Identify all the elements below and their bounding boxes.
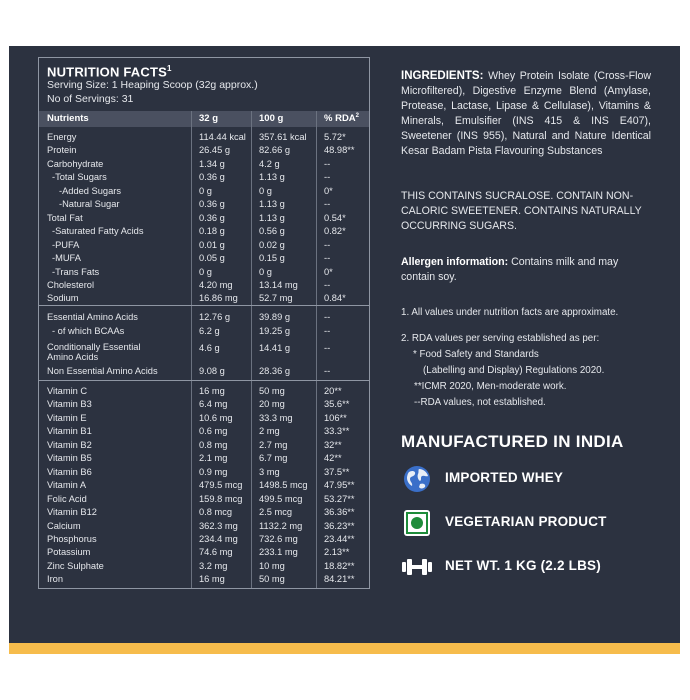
value-rda: --	[324, 239, 331, 250]
nutrient-name: Vitamin B12	[47, 507, 97, 518]
globe-icon	[401, 464, 433, 494]
note-2: 2. RDA values per serving established as per:	[401, 333, 600, 344]
value-100g: 732.6 mg	[259, 533, 298, 544]
allergen-label: Allergen information:	[401, 256, 509, 268]
nutrient-name: Vitamin B3	[47, 399, 92, 410]
value-rda: --	[324, 312, 331, 322]
value-rda: 0.54*	[324, 212, 346, 223]
nutrient-name: Vitamin B5	[47, 453, 92, 464]
value-rda: 32**	[324, 439, 342, 450]
note-2a: * Food Safety and Standards	[413, 349, 539, 360]
header-nutrients: Nutrients	[47, 113, 89, 124]
value-100g: 10 mg	[259, 560, 285, 571]
value-32g: 159.8 mcg	[199, 493, 243, 504]
value-rda: 37.5**	[324, 466, 350, 477]
header-100g: 100 g	[259, 113, 284, 124]
nutrient-name: Vitamin A	[47, 480, 87, 491]
nutrient-name: -Total Sugars	[52, 172, 107, 183]
nutrient-name: -PUFA	[52, 239, 80, 250]
value-100g: 1498.5 mcg	[259, 480, 308, 491]
column-divider	[316, 111, 317, 588]
value-100g: 52.7 mg	[259, 293, 293, 304]
value-100g: 6.7 mg	[259, 453, 288, 464]
net-weight-text: NET WT. 1 KG (2.2 LBS)	[445, 558, 601, 573]
header-32g: 32 g	[199, 113, 219, 124]
nutrient-name: Vitamin E	[47, 412, 87, 423]
value-32g: 0.9 mg	[199, 466, 228, 477]
ingredients-text: Whey Protein Isolate (Cross-Flow Microfiltered), Digestive Enzyme Blend (Amylase, Protease, Lactase, Lipase & Cellulase), Vitamins & Minerals, Emulsifier (INS 415 & INS E407), Sweetener (INS 955), Natural and Nature Identical Kesar Badam Pista Flavouring Substances	[401, 70, 651, 157]
ingredients-block	[401, 69, 651, 159]
nutrient-name: Energy	[47, 132, 77, 142]
value-rda: --	[324, 279, 331, 290]
manufactured-heading: MANUFACTURED IN INDIA	[401, 432, 624, 451]
value-rda: 18.82**	[324, 560, 355, 571]
serving-size: Serving Size: 1 Heaping Scoop (32g approx.)	[47, 79, 258, 91]
note-2b: (Labelling and Display) Regulations 2020.	[423, 365, 605, 376]
sucralose-note: THIS CONTAINS SUCRALOSE. CONTAIN NON-CALORIC SWEETENER. CONTAINS NATURALLY OCCURRING SUGARS.	[401, 190, 642, 232]
value-rda: 36.36**	[324, 507, 355, 518]
value-rda: --	[324, 325, 331, 336]
accent-stripe	[9, 643, 680, 654]
allergen-block	[401, 255, 651, 285]
value-100g: 1132.2 mg	[259, 520, 303, 531]
feature-vegetarian	[401, 508, 661, 538]
value-32g: 1.34 g	[199, 158, 225, 169]
column-divider	[251, 111, 252, 588]
dumbbell-icon	[401, 552, 433, 582]
note-2d: --RDA values, not established.	[414, 397, 546, 408]
value-32g: 479.5 mcg	[199, 480, 243, 491]
value-32g: 0.6 mg	[199, 426, 228, 437]
value-rda: --	[324, 199, 331, 210]
nutrient-name: -Natural Sugar	[59, 199, 120, 210]
value-rda: 20**	[324, 386, 342, 396]
value-32g: 74.6 mg	[199, 547, 233, 558]
value-rda: 2.13**	[324, 547, 350, 558]
nutrient-name: Total Fat	[47, 212, 83, 223]
value-32g: 114.44 kcal	[199, 132, 246, 142]
value-rda: 5.72*	[324, 132, 346, 142]
value-100g: 1.13 g	[259, 172, 285, 183]
nutrient-name: Folic Acid	[47, 493, 87, 504]
header-rda: % RDA$^2$	[324, 113, 360, 125]
feature-imported	[401, 464, 661, 494]
value-32g: 6.4 mg	[199, 399, 228, 410]
value-32g: 16 mg	[199, 574, 225, 585]
value-rda: 0*	[324, 266, 333, 277]
note-2c: **ICMR 2020, Men-moderate work.	[414, 381, 567, 392]
value-100g: 3 mg	[259, 466, 280, 477]
nutrient-name: Carbohydrate	[47, 158, 104, 169]
value-100g: 82.66 g	[259, 145, 291, 156]
value-100g: 0 g	[259, 185, 272, 196]
value-100g: 13.14 mg	[259, 279, 298, 290]
value-32g: 16.86 mg	[199, 293, 238, 304]
servings-count: No of Servings: 31	[47, 93, 134, 105]
value-32g: 0.05 g	[199, 253, 225, 264]
value-rda: --	[324, 253, 331, 264]
value-100g: 233.1 mg	[259, 547, 298, 558]
value-32g: 0 g	[199, 266, 212, 277]
value-32g: 0.8 mg	[199, 439, 228, 450]
imported-whey-text: IMPORTED WHEY	[445, 470, 564, 485]
value-100g: 357.61 kcal	[259, 132, 307, 142]
value-32g: 0 g	[199, 185, 212, 196]
nutrient-name: Vitamin B6	[47, 466, 92, 477]
value-100g: 499.5 mcg	[259, 493, 303, 504]
value-100g: 2 mg	[259, 426, 280, 437]
value-rda: 106**	[324, 412, 347, 423]
value-rda: 33.3**	[324, 426, 350, 437]
ingredients-label: INGREDIENTS:	[401, 70, 484, 82]
nutrient-name: Potassium	[47, 547, 91, 558]
value-rda: --	[324, 158, 331, 169]
value-32g: 234.4 mg	[199, 533, 238, 544]
value-rda: 47.95**	[324, 480, 355, 491]
nutrient-name: Zinc Sulphate	[47, 560, 104, 571]
value-32g: 3.2 mg	[199, 560, 228, 571]
value-32g: 6.2 g	[199, 325, 220, 336]
value-32g: 10.6 mg	[199, 412, 233, 423]
value-rda: 42**	[324, 453, 342, 464]
value-32g: 4.20 mg	[199, 279, 233, 290]
value-32g: 16 mg	[199, 386, 225, 396]
nutrient-name: -MUFA	[52, 253, 81, 264]
value-rda: 35.6**	[324, 399, 350, 410]
nutrient-name: Sodium	[47, 293, 79, 304]
value-100g: 0.56 g	[259, 226, 285, 237]
value-32g: 0.36 g	[199, 212, 225, 223]
value-100g: 0.02 g	[259, 239, 285, 250]
veg-mark-icon	[401, 508, 433, 538]
value-rda: 48.98**	[324, 145, 355, 156]
table-header	[39, 111, 369, 127]
nutrient-name: Essential Amino Acids	[47, 312, 138, 322]
feature-net-weight	[401, 552, 661, 582]
value-100g: 0.15 g	[259, 253, 285, 264]
value-100g: 20 mg	[259, 399, 285, 410]
note-1: 1. All values under nutrition facts are approximate.	[401, 307, 619, 318]
section-divider	[39, 380, 369, 381]
value-100g: 0 g	[259, 266, 272, 277]
value-100g: 39.89 g	[259, 312, 291, 322]
nutrition-title: NUTRITION FACTS$^1$	[47, 64, 172, 80]
nutrient-name: Protein	[47, 145, 77, 156]
value-rda: 53.27**	[324, 493, 355, 504]
value-32g: 0.18 g	[199, 226, 225, 237]
value-32g: 0.8 mcg	[199, 507, 233, 518]
value-32g: 0.36 g	[199, 172, 225, 183]
value-32g: 26.45 g	[199, 145, 231, 156]
nutrient-name: Vitamin B1	[47, 426, 92, 437]
value-32g: 0.36 g	[199, 199, 225, 210]
value-rda: 0*	[324, 185, 333, 196]
value-rda: 36.23**	[324, 520, 355, 531]
value-rda: 0.84*	[324, 293, 346, 304]
value-100g: 2.7 mg	[259, 439, 288, 450]
value-rda: 0.82*	[324, 226, 346, 237]
value-32g: 12.76 g	[199, 312, 231, 322]
vegetarian-product-text: VEGETARIAN PRODUCT	[445, 514, 607, 529]
value-100g: 1.13 g	[259, 199, 285, 210]
value-rda: --	[324, 172, 331, 183]
nutrition-facts-box: NUTRITION FACTS$^1$ Serving Size: 1 Heaping Scoop (32g approx.) No of Servings: 31 Nutrients 32 g 100 g % RDA$^2$ Energy 114.44 kcal 357.61 kcal 5.72* Protein 26.45 g 82.66 g 48.98** Carbohydrate 1.34 g 4.2 g -- -Total Sugars 0.36 g 1.13 g -- -Added Sugars 0 g 0 g 0* -Natural Sugar 0.36 g 1.13 g -- Total Fat 0.36 g 1.13 g 0.54* -Saturated Fatty Acids 0.18 g 0.56 g 0.82* -PUFA 0.01 g 0.02 g -- -MUFA 0.05 g 0.15 g -- -Trans Fats 0 g 0 g 0* Cholesterol 4.20 mg 13.14 mg -- Sodium 16.86 mg 52.7 mg 0.84* Essential Amino Acids 12.76 g 39.89 g -- - of which BCAAs 6.2 g 19.25 g -- Conditionally Essential Amino Acids 4.6 g 14.41 g -- Non Essential Amino Acids 9.08 g 28.36 g -- Vitamin C 16 mg 50 mg 20** Vitamin B3 6.4 mg 20 mg 35.6** Vitamin E 10.6 mg 33.3 mg 106** Vitamin B1 0.6 mg 2 mg 33.3** Vitamin B2 0.8 mg 2.7 mg 32** Vitamin B5 2.1 mg 6.7 mg 42** Vitamin B6 0.9 mg 3 mg 37.5** Vitamin A 479.5 mcg 1498.5 mcg 47.95** Folic Acid 159.8 mcg 499.5 mcg 53.27** Vitamin B12 0.8 mcg 2.5 mcg 36.36** Calcium 362.3 mg 1132.2 mg 36.23** Phosphorus 234.4 mg 732.6 mg 23.44** Potassium 74.6 mg 233.1 mg 2.13** Zinc Sulphate 3.2 mg 10 mg 18.82** Iron 16 mg 50 mg 84.21**	[38, 57, 370, 589]
value-100g: 2.5 mcg	[259, 507, 293, 518]
value-32g: 0.01 g	[199, 239, 225, 250]
value-100g: 4.2 g	[259, 158, 280, 169]
nutrient-name: Phosphorus	[47, 533, 97, 544]
value-rda: 23.44**	[324, 533, 355, 544]
allergen-text: Contains milk and may contain soy.	[401, 256, 619, 283]
nutrient-name: -Saturated Fatty Acids	[52, 226, 144, 237]
value-32g: 2.1 mg	[199, 453, 228, 464]
nutrient-name: Iron	[47, 574, 64, 585]
nutrient-name: -Trans Fats	[52, 266, 100, 277]
column-divider	[191, 111, 192, 588]
section-divider	[39, 305, 369, 306]
value-100g: 19.25 g	[259, 325, 291, 336]
value-100g: 50 mg	[259, 386, 285, 396]
value-100g: 1.13 g	[259, 212, 285, 223]
nutrient-name: Vitamin C	[47, 386, 88, 396]
value-rda: 84.21**	[324, 574, 355, 585]
nutrient-name: -Added Sugars	[59, 185, 122, 196]
value-100g: 33.3 mg	[259, 412, 293, 423]
nutrient-name: Vitamin B2	[47, 439, 92, 450]
value-100g: 50 mg	[259, 574, 285, 585]
nutrient-name: Cholesterol	[47, 279, 95, 290]
value-32g: 362.3 mg	[199, 520, 238, 531]
nutrient-name: Calcium	[47, 520, 81, 531]
nutrient-name: - of which BCAAs	[52, 325, 125, 336]
